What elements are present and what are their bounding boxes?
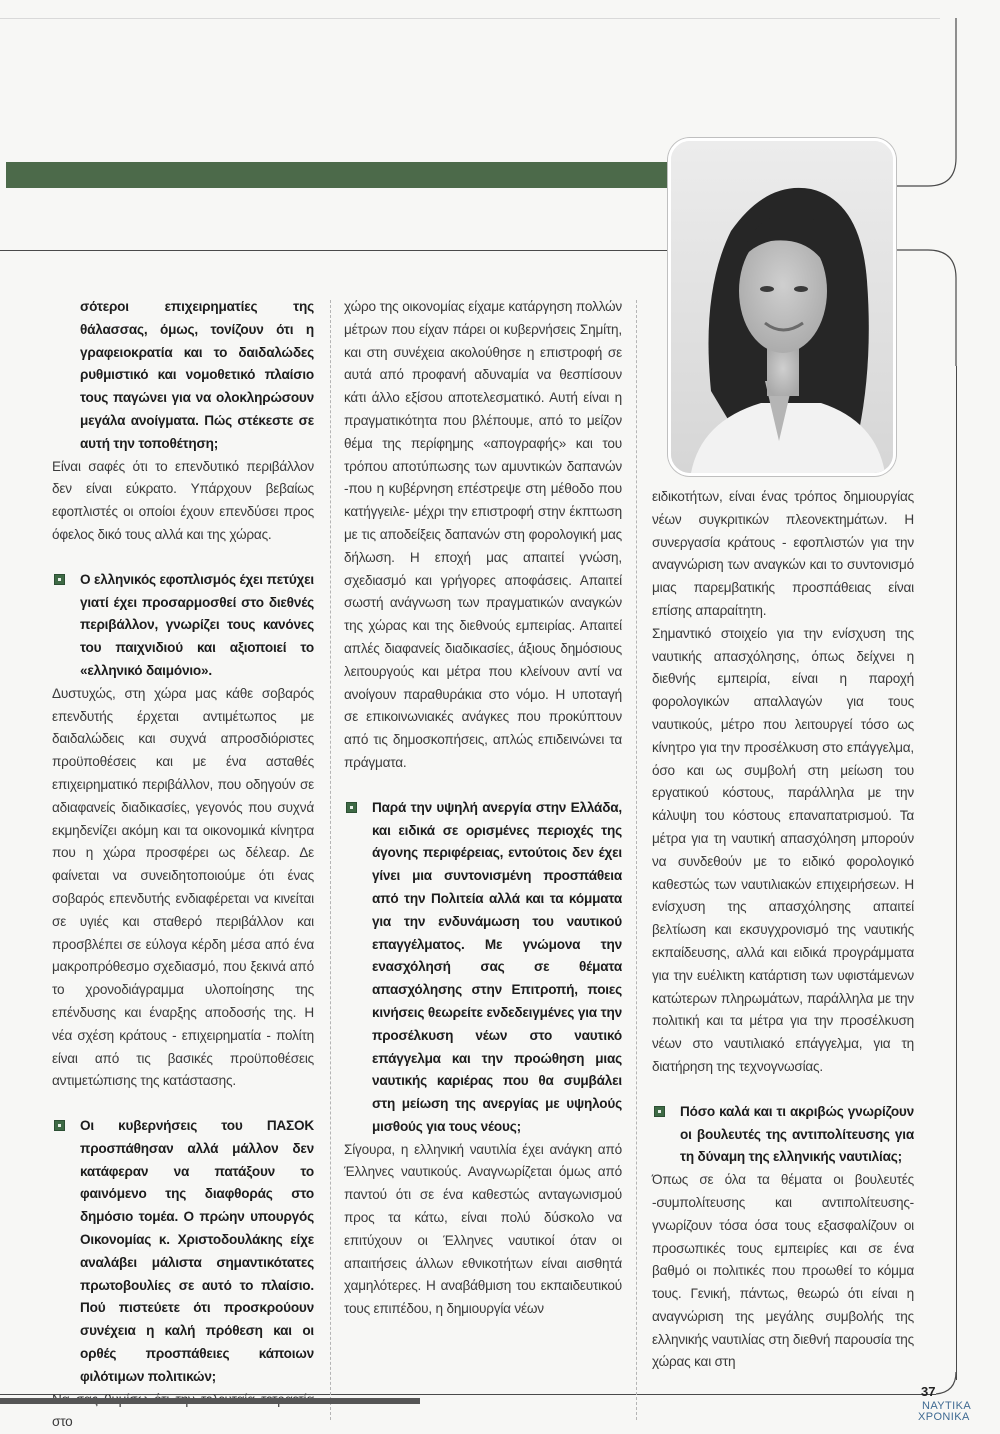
green-header-bar (6, 162, 670, 188)
question-4 (344, 797, 622, 1139)
question-bullet-icon (54, 1120, 65, 1131)
question-continued: σότεροι επιχειρηματίες της θάλασσας, όμως, τονίζουν ότι η γραφειοκρατία και το δαιδαλώδες ρυθμιστικό και νομοθετικό πλαίσιο τους παγώνει για να ολοκληρώσουν μεγάλα ανοίγματα. Πώς στέκεστε σε αυτή την τοποθέτηση; (80, 299, 314, 451)
right-frame-line (956, 366, 957, 1380)
answer-4-paragraph-2: Σημαντικό στοιχείο για την ενίσχυση της ναυτικής απασχόλησης, όπως δείχνει η διεθνής εμπειρία, είναι η παροχή φορολογικών απαλλαγών για τους ναυτικούς, μέτρο που λειτουργεί τόσο ως κίνητρο για την προσέλκυση στο επάγγελμα, όσο και ως συμβολή στη μείωση του εργατικού κόστους, παράλληλα με την κάλυψη του κόστους επαναπατρισμού. Τα μέτρα για τη ναυτική απασχόληση μπορούν να συνδεθούν με το ειδικό φορολογικό καθεστώς των ναυτιλιακών επιχειρήσεων. Η ενίσχυση της απασχόλησης απαιτεί βελτίωση και εκσυγχρονισμό της ναυτικής εκπαίδευσης, αλλά και ειδικά προγράμματα για την ευέλικτη κατάρτιση των υφιστάμενων κατώτερων πληρωμάτων, παράλληλα με την πολιτική και τα μέτρα για την προσέλκυση νέων στο ναυτιλιακό επάγγελμα, για τη διατήρηση της τεχνογνωσίας. (652, 625, 914, 1074)
question-2 (52, 569, 314, 683)
column-2 (344, 296, 622, 1321)
magazine-name-line-2: ΧΡΟΝΙΚΑ (918, 1411, 970, 1423)
answer-4-continued: ειδικοτήτων, είναι ένας τρόπος δημιουργίας νέων συγκριτικών πλεονεκτημάτων. Η συνεργασία κράτους - εφοπλιστών για την αναγνώριση των αναγκών και το συντονισμό μιας παρεμβατικής προσπάθειας είναι επίσης απαραίτητη. (652, 489, 914, 618)
question-bullet-icon (54, 574, 65, 585)
question-5-text: Πόσο καλά και τι ακριβώς γνωρίζουν οι βουλευτές της αντιπολίτευσης για τη δύναμη της ελληνικής ναυτιλίας; (680, 1103, 914, 1165)
answer-4-start: Σίγουρα, η ελληνική ναυτιλία έχει ανάγκη από Έλληνες ναυτικούς. Αναγνωρίζεται όμως από παντού ότι σε ένα καθεστώς ανταγωνισμού προς τα κάτω, είναι πολύ δύσκολο να επιτύχουν οι Έλληνες ναυτικοί όταν οι απαιτήσεις άλλων εθνικοτήτων είναι αισθητά χαμηλότερες. Η αναβάθμιση του εκπαιδευτικού τους επιπέδου, η δημιουργία νέων (344, 1141, 622, 1317)
top-faint-rule (0, 18, 940, 19)
question-bullet-icon (346, 802, 357, 813)
column-3 (652, 486, 914, 1374)
column-1 (52, 296, 314, 1434)
answer-1: Είναι σαφές ότι το επενδυτικό περιβάλλον δεν είναι εύκρατο. Υπάρχουν βεβαίως εφοπλιστές οι οποίοι έχουν επενδύσει προς όφελος δικό τους αλλά και της χώρας. (52, 458, 314, 542)
header-rule (0, 250, 668, 251)
answer-2: Δυστυχώς, στη χώρα μας κάθε σοβαρός επενδυτής έρχεται αντιμέτωπος με δαιδαλώδεις και συχνά απροσδιόριστες προϋποθέσεις και με ένα ασταθές επιχειρηματικό περιβάλλον, που οδηγούν σε αδιαφανείς διαδικασίες, γεγονός που συχνά εκμηδενίζει ακόμη και τα οικονομικά κίνητρα που η χώρα προσφέρει ως δέλεαρ. Δε φαίνεται να συνειδητοποιούμε ότι ένας σοβαρός επενδυτής ενδιαφέρεται να κινείται σε υγιές και σταθερό περιβάλλον και προσβλέπει σε εύλογα κέρδη μέσα από ένα μακροπρόθεσμο σχεδιασμό, που ξεκινά από το χρονοδιάγραμμα υλοποίησης της επένδυσης και έναρξης αποδοσής της. Η νέα σχέση κράτους - επιχειρηματία - πολίτη είναι από τις βασικές προϋποθέσεις αντιμετώπισης της κατάστασης. (52, 685, 314, 1089)
question-3 (52, 1115, 314, 1389)
question-2-text: Ο ελληνικός εφοπλισμός έχει πετύχει γιατί έχει προσαρμοσθεί στο διεθνές περιβάλλον, γνωρίζει τους κανόνες του παιχνιδιού και αξιοποιεί το «ελληνικό δαιμόνιο». (80, 571, 314, 678)
question-4-text: Παρά την υψηλή ανεργία στην Ελλάδα, και ειδικά σε ορισμένες περιοχές της άγονης περιφέρειας, εντούτοις δεν έχει γίνει μια συντονισμένη προσπάθεια από την Πολιτεία αλλά και τα κόμματα για την ενδυνάμωση του ναυτικού επαγγέλματος. Με γνώμονα την ενασχόλησή σας σε θέματα απασχόλησης στην Επιτροπή, ποιες κινήσεις θεωρείτε ενδεδειγμένες για την προσέλκυση νέων στο ναυτικό επάγγελμα και την προώθηση μιας ναυτικής καριέρας που θα συμβάλει στη μείωση της ανεργίας με υψηλούς μισθούς για τους νέους; (372, 799, 622, 1134)
question-3-text: Οι κυβερνήσεις του ΠΑΣΟΚ προσπάθησαν αλλά μάλλον δεν κατάφεραν να πατάξουν το φαινόμενο της διαφθοράς στο δημόσιο τομέα. Ο πρώην υπουργός Οικονομίας κ. Χριστοδουλάκης είχε αναλάβει μάλιστα σημαντικότατες πρωτοβουλίες σε αυτό το πλαίσιο. Πού πιστεύετε ότι προσκρούουν συνέχεια η καλή πρόθεση και οι ορθές προσπάθειες κάποιων φιλότιμων πολιτικών; (80, 1118, 314, 1384)
answer-3-start: στο (52, 1414, 73, 1430)
portrait-illustration (671, 141, 893, 473)
answer-5-start: Όπως σε όλα τα θέματα οι βουλευτές -συμπολίτευσης και αντιπολίτευσης- γνωρίζουν τόσα όσα τους εξασφαλίζουν οι προσωπικές τους εμπειρίες και σε ένα βαθμό οι πολιτικές που προωθεί το κόμμα τους. Γενική, πάντως, θεωρώ ότι είναι η αναγνώριση της μεγάλης συμβολής της ελληνικής ναυτιλίας στη διεθνή παρουσία της χώρας και στη (652, 1172, 914, 1370)
portrait-photo (668, 138, 896, 476)
bottom-edge-bar (0, 1398, 420, 1404)
question-bullet-icon (654, 1106, 665, 1117)
magazine-name-line-1: ΝΑΥΤΙΚΑ (922, 1400, 972, 1412)
column-separator-1 (330, 300, 331, 1420)
page-number: 37 (921, 1384, 936, 1399)
question-5 (652, 1101, 914, 1169)
column-separator-2 (636, 300, 637, 1420)
answer-3-continued: χώρο της οικονομίας είχαμε κατάργηση πολλών μέτρων που είχαν πάρει οι κυβερνήσεις Σημίτη, και στη συνέχεια ακολούθησε η επιστροφή σε αυτά από προφανή αδυναμία να θεσπίσουν κάτι άλλο εξίσου αποτελεσματικό. Αυτή είναι η πραγματικότητα που βλέπουμε, από το μείζον θέμα της περίφημης «απογραφής» και του τρόπου αποτύπωσης των αμυντικών δαπανών -που η κυβέρνηση επέστρεψε στη μέθοδο που κατήγγειλε- μέχρι την επιστροφή στην έκπτωση με τις αποδείξεις δαπανών στη φορολογική μας δήλωση. Η εποχή μας απαιτεί γνώση, σχεδιασμό και γρήγορες αποφάσεις. Απαιτεί σωστή ανάγνωση των πραγματικών αναγκών της χώρας και της διεθνούς εμπειρίας. Απαιτεί απλές διαφανείς διαδικασίες, άξιους δημόσιους λειτουργούς και μέτρα που κλείνουν αντί να ανοίγουν παραθυράκια στο νόμο. Η υποταγή σε επικοινωνιακές ανάγκες που προκύπτουν από τις δημοσκοπήσεις, απλώς επιδεινώνει τα πράγματα. (344, 299, 622, 770)
